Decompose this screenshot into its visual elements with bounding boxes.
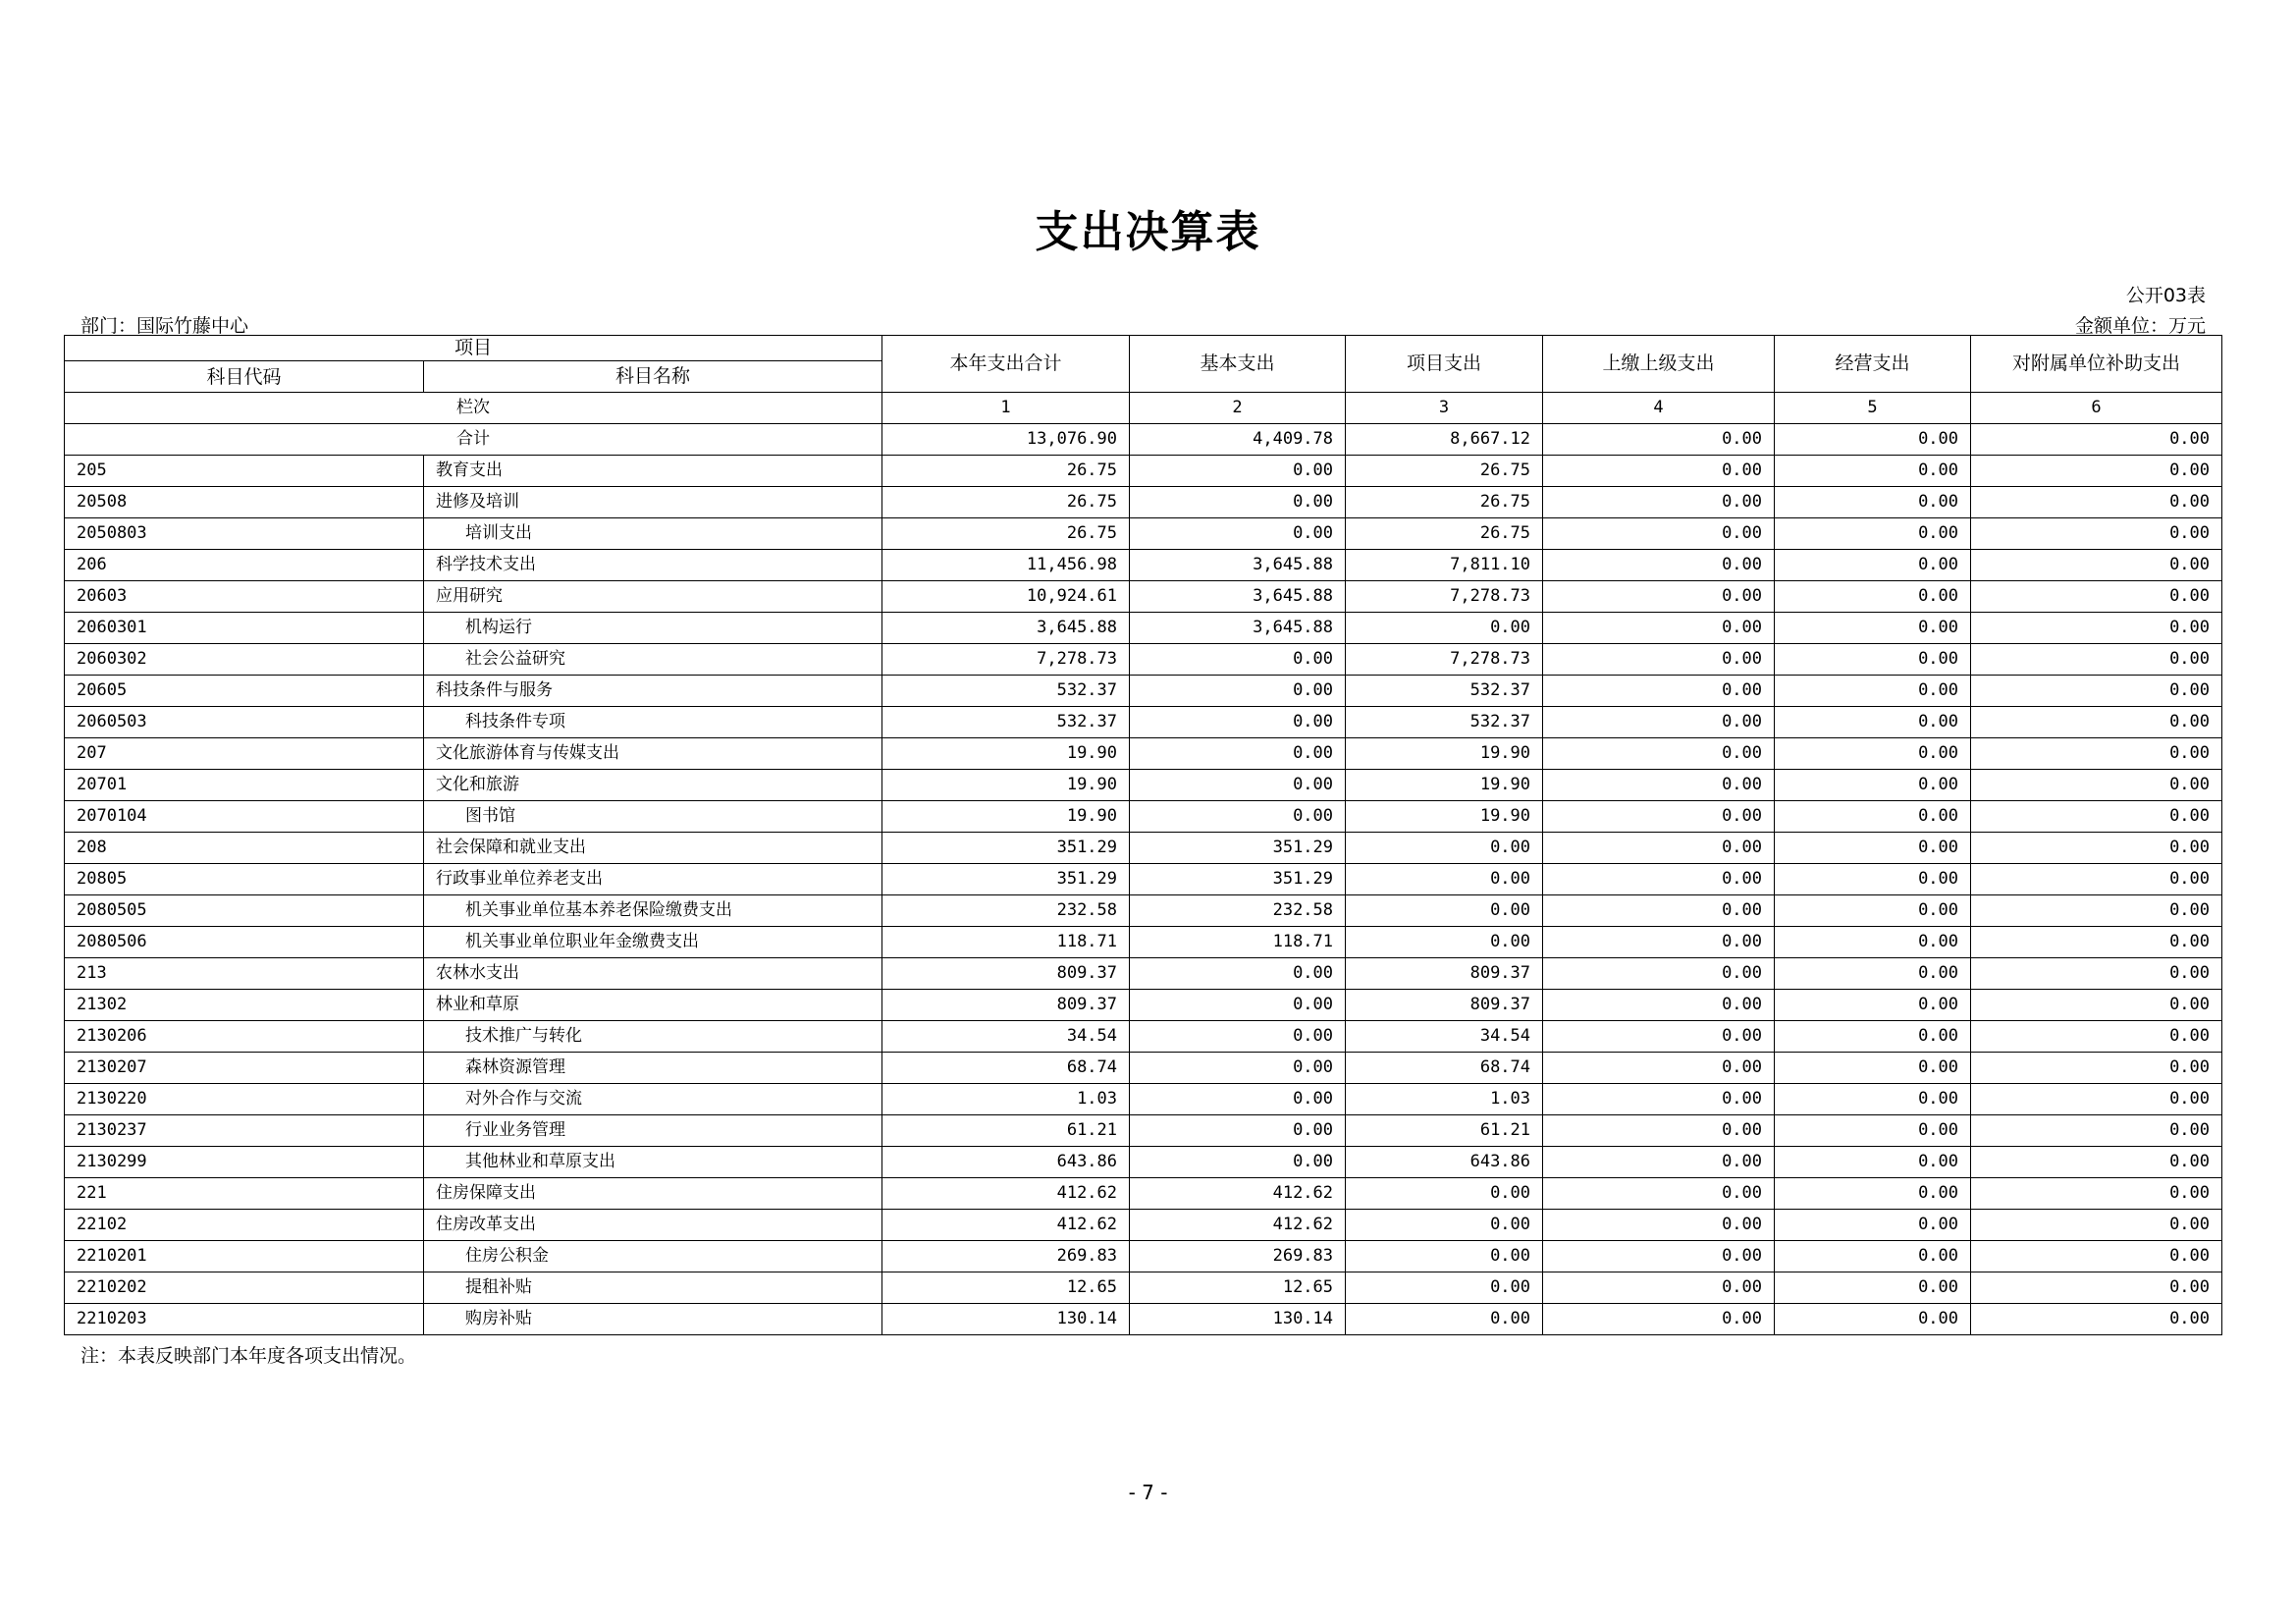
subject-code: 2130299 [65, 1147, 424, 1178]
header-item: 项目 [65, 336, 882, 361]
amount-cell: 0.00 [1543, 1272, 1775, 1304]
amount-cell: 118.71 [1130, 927, 1346, 958]
header-row-1 [65, 336, 2222, 361]
table-row [65, 1210, 2222, 1241]
subject-name: 对外合作与交流 [424, 1084, 882, 1115]
amount-cell: 0.00 [1971, 1053, 2222, 1084]
footnote: 注：本表反映部门本年度各项支出情况。 [80, 1345, 417, 1367]
amount-cell: 0.00 [1346, 1304, 1543, 1335]
table-row [65, 644, 2222, 676]
amount-cell: 0.00 [1130, 1147, 1346, 1178]
subject-name: 科技条件专项 [424, 707, 882, 738]
amount-cell: 412.62 [882, 1178, 1130, 1210]
amount-cell: 0.00 [1130, 676, 1346, 707]
amount-cell: 3,645.88 [1130, 550, 1346, 581]
amount-cell: 130.14 [882, 1304, 1130, 1335]
total-value: 4,409.78 [1130, 424, 1346, 456]
amount-cell: 0.00 [1971, 895, 2222, 927]
amount-cell: 0.00 [1543, 833, 1775, 864]
subject-name: 进修及培训 [424, 487, 882, 518]
amount-cell: 351.29 [1130, 833, 1346, 864]
subject-name: 教育支出 [424, 456, 882, 487]
subject-code: 205 [65, 456, 424, 487]
amount-cell: 412.62 [1130, 1178, 1346, 1210]
amount-cell: 26.75 [1346, 456, 1543, 487]
amount-cell: 0.00 [1775, 1084, 1971, 1115]
subject-code: 207 [65, 738, 424, 770]
amount-cell: 532.37 [1346, 707, 1543, 738]
amount-cell: 0.00 [1775, 990, 1971, 1021]
amount-cell: 0.00 [1971, 550, 2222, 581]
amount-cell: 0.00 [1775, 707, 1971, 738]
subject-code: 2210201 [65, 1241, 424, 1272]
amount-cell: 0.00 [1971, 958, 2222, 990]
amount-cell: 0.00 [1971, 1147, 2222, 1178]
amount-cell: 0.00 [1971, 644, 2222, 676]
column-number-row [65, 393, 2222, 424]
amount-cell: 68.74 [882, 1053, 1130, 1084]
subject-name: 文化旅游体育与传媒支出 [424, 738, 882, 770]
amount-cell: 26.75 [1346, 487, 1543, 518]
amount-cell: 0.00 [1971, 1115, 2222, 1147]
table-row [65, 456, 2222, 487]
amount-cell: 0.00 [1346, 833, 1543, 864]
subject-name: 图书馆 [424, 801, 882, 833]
amount-cell: 0.00 [1971, 676, 2222, 707]
amount-cell: 11,456.98 [882, 550, 1130, 581]
amount-cell: 0.00 [1775, 738, 1971, 770]
amount-cell: 0.00 [1775, 801, 1971, 833]
amount-cell: 0.00 [1971, 581, 2222, 613]
amount-cell: 0.00 [1130, 801, 1346, 833]
amount-cell: 0.00 [1543, 707, 1775, 738]
amount-cell: 0.00 [1775, 1021, 1971, 1053]
amount-cell: 0.00 [1775, 613, 1971, 644]
subject-name: 其他林业和草原支出 [424, 1147, 882, 1178]
amount-cell: 0.00 [1775, 1115, 1971, 1147]
amount-cell: 19.90 [882, 770, 1130, 801]
subject-name: 应用研究 [424, 581, 882, 613]
amount-cell: 0.00 [1130, 738, 1346, 770]
subject-code: 2210202 [65, 1272, 424, 1304]
subject-name: 社会公益研究 [424, 644, 882, 676]
amount-cell: 0.00 [1971, 1084, 2222, 1115]
table-row [65, 613, 2222, 644]
header-col-3: 项目支出 [1346, 336, 1543, 393]
table-row [65, 1272, 2222, 1304]
amount-cell: 0.00 [1543, 487, 1775, 518]
amount-cell: 0.00 [1971, 927, 2222, 958]
subject-name: 文化和旅游 [424, 770, 882, 801]
amount-cell: 7,811.10 [1346, 550, 1543, 581]
amount-cell: 0.00 [1130, 707, 1346, 738]
subject-code: 2070104 [65, 801, 424, 833]
amount-cell: 0.00 [1543, 1304, 1775, 1335]
subject-code: 2060302 [65, 644, 424, 676]
amount-cell: 0.00 [1543, 676, 1775, 707]
amount-cell: 0.00 [1130, 1053, 1346, 1084]
header-col-6: 对附属单位补助支出 [1971, 336, 2222, 393]
amount-cell: 532.37 [882, 707, 1130, 738]
amount-cell: 0.00 [1971, 864, 2222, 895]
amount-cell: 0.00 [1775, 550, 1971, 581]
amount-cell: 3,645.88 [1130, 581, 1346, 613]
amount-cell: 0.00 [1543, 801, 1775, 833]
subject-name: 购房补贴 [424, 1304, 882, 1335]
header-name: 科目名称 [424, 361, 882, 393]
amount-cell: 0.00 [1543, 738, 1775, 770]
amount-cell: 0.00 [1130, 770, 1346, 801]
amount-cell: 0.00 [1971, 1178, 2222, 1210]
table-row [65, 864, 2222, 895]
subject-code: 2060503 [65, 707, 424, 738]
table-row [65, 958, 2222, 990]
amount-cell: 0.00 [1971, 738, 2222, 770]
amount-cell: 0.00 [1775, 895, 1971, 927]
amount-cell: 0.00 [1543, 1021, 1775, 1053]
column-number: 1 [882, 393, 1130, 424]
amount-cell: 0.00 [1971, 707, 2222, 738]
subject-code: 21302 [65, 990, 424, 1021]
amount-cell: 351.29 [1130, 864, 1346, 895]
total-value: 13,076.90 [882, 424, 1130, 456]
amount-cell: 0.00 [1130, 990, 1346, 1021]
subject-code: 2130220 [65, 1084, 424, 1115]
table-row [65, 801, 2222, 833]
amount-cell: 7,278.73 [882, 644, 1130, 676]
amount-cell: 0.00 [1543, 518, 1775, 550]
header-col-5: 经营支出 [1775, 336, 1971, 393]
subject-name: 技术推广与转化 [424, 1021, 882, 1053]
amount-cell: 809.37 [1346, 958, 1543, 990]
amount-cell: 0.00 [1775, 770, 1971, 801]
column-number: 6 [1971, 393, 2222, 424]
amount-cell: 26.75 [882, 518, 1130, 550]
amount-cell: 7,278.73 [1346, 581, 1543, 613]
column-number: 4 [1543, 393, 1775, 424]
amount-cell: 34.54 [1346, 1021, 1543, 1053]
amount-cell: 532.37 [882, 676, 1130, 707]
form-number: 公开03表 [2125, 285, 2206, 306]
amount-cell: 0.00 [1775, 581, 1971, 613]
amount-cell: 0.00 [1543, 770, 1775, 801]
amount-cell: 0.00 [1346, 1241, 1543, 1272]
table-row [65, 1178, 2222, 1210]
total-value: 0.00 [1971, 424, 2222, 456]
table-row [65, 738, 2222, 770]
header-code: 科目代码 [65, 361, 424, 393]
table-row [65, 550, 2222, 581]
amount-cell: 0.00 [1775, 1304, 1971, 1335]
subject-code: 221 [65, 1178, 424, 1210]
amount-cell: 0.00 [1130, 644, 1346, 676]
amount-cell: 3,645.88 [1130, 613, 1346, 644]
total-value: 8,667.12 [1346, 424, 1543, 456]
amount-cell: 532.37 [1346, 676, 1543, 707]
amount-unit: 金额单位：万元 [2074, 315, 2206, 337]
total-value: 0.00 [1543, 424, 1775, 456]
subject-name: 森林资源管理 [424, 1053, 882, 1084]
amount-cell: 118.71 [882, 927, 1130, 958]
amount-cell: 12.65 [1130, 1272, 1346, 1304]
amount-cell: 12.65 [882, 1272, 1130, 1304]
amount-cell: 232.58 [882, 895, 1130, 927]
amount-cell: 412.62 [1130, 1210, 1346, 1241]
amount-cell: 0.00 [1543, 1178, 1775, 1210]
table-row [65, 707, 2222, 738]
amount-cell: 0.00 [1346, 927, 1543, 958]
amount-cell: 0.00 [1543, 1210, 1775, 1241]
subject-code: 20701 [65, 770, 424, 801]
table-row [65, 990, 2222, 1021]
subject-code: 2130206 [65, 1021, 424, 1053]
amount-cell: 61.21 [1346, 1115, 1543, 1147]
subject-code: 206 [65, 550, 424, 581]
amount-cell: 0.00 [1971, 833, 2222, 864]
amount-cell: 0.00 [1130, 487, 1346, 518]
amount-cell: 0.00 [1543, 1084, 1775, 1115]
amount-cell: 0.00 [1543, 1115, 1775, 1147]
amount-cell: 0.00 [1543, 1241, 1775, 1272]
page-title: 支出决算表 [1035, 207, 1261, 257]
subject-name: 机构运行 [424, 613, 882, 644]
subject-code: 22102 [65, 1210, 424, 1241]
subject-name: 住房保障支出 [424, 1178, 882, 1210]
amount-cell: 0.00 [1346, 895, 1543, 927]
amount-cell: 0.00 [1775, 927, 1971, 958]
subject-name: 提租补贴 [424, 1272, 882, 1304]
amount-cell: 0.00 [1543, 895, 1775, 927]
amount-cell: 0.00 [1775, 487, 1971, 518]
table-row [65, 1147, 2222, 1178]
department-label: 部门：国际竹藤中心 [80, 315, 249, 337]
column-number: 5 [1775, 393, 1971, 424]
amount-cell: 0.00 [1130, 456, 1346, 487]
amount-cell: 0.00 [1775, 518, 1971, 550]
page-number: - 7 - [1128, 1481, 1168, 1504]
amount-cell: 0.00 [1775, 456, 1971, 487]
subject-code: 208 [65, 833, 424, 864]
amount-cell: 412.62 [882, 1210, 1130, 1241]
amount-cell: 643.86 [882, 1147, 1130, 1178]
amount-cell: 0.00 [1775, 1272, 1971, 1304]
subject-name: 住房改革支出 [424, 1210, 882, 1241]
amount-cell: 0.00 [1971, 1241, 2222, 1272]
amount-cell: 19.90 [1346, 801, 1543, 833]
subject-name: 科学技术支出 [424, 550, 882, 581]
subject-name: 农林水支出 [424, 958, 882, 990]
amount-cell: 0.00 [1543, 1147, 1775, 1178]
subject-name: 机关事业单位基本养老保险缴费支出 [424, 895, 882, 927]
table-row [65, 1241, 2222, 1272]
subject-code: 20605 [65, 676, 424, 707]
subject-name: 行业业务管理 [424, 1115, 882, 1147]
subject-name: 林业和草原 [424, 990, 882, 1021]
amount-cell: 0.00 [1346, 864, 1543, 895]
amount-cell: 0.00 [1971, 770, 2222, 801]
subject-name: 培训支出 [424, 518, 882, 550]
amount-cell: 0.00 [1130, 958, 1346, 990]
total-value: 0.00 [1775, 424, 1971, 456]
amount-cell: 0.00 [1775, 833, 1971, 864]
amount-cell: 19.90 [882, 738, 1130, 770]
subject-code: 213 [65, 958, 424, 990]
subject-name: 社会保障和就业支出 [424, 833, 882, 864]
amount-cell: 19.90 [1346, 770, 1543, 801]
amount-cell: 0.00 [1775, 644, 1971, 676]
amount-cell: 0.00 [1775, 1178, 1971, 1210]
amount-cell: 0.00 [1775, 1147, 1971, 1178]
subject-name: 科技条件与服务 [424, 676, 882, 707]
amount-cell: 0.00 [1775, 1210, 1971, 1241]
amount-cell: 351.29 [882, 864, 1130, 895]
subject-code: 2060301 [65, 613, 424, 644]
subject-code: 2130207 [65, 1053, 424, 1084]
subject-name: 机关事业单位职业年金缴费支出 [424, 927, 882, 958]
amount-cell: 0.00 [1543, 927, 1775, 958]
subject-code: 20508 [65, 487, 424, 518]
subject-code: 2130237 [65, 1115, 424, 1147]
subject-code: 2050803 [65, 518, 424, 550]
amount-cell: 0.00 [1775, 676, 1971, 707]
amount-cell: 26.75 [882, 456, 1130, 487]
header-col-2: 基本支出 [1130, 336, 1346, 393]
amount-cell: 809.37 [1346, 990, 1543, 1021]
amount-cell: 0.00 [1971, 613, 2222, 644]
total-row [65, 424, 2222, 456]
amount-cell: 0.00 [1130, 1115, 1346, 1147]
table-row [65, 487, 2222, 518]
subject-code: 2080505 [65, 895, 424, 927]
table-row [65, 581, 2222, 613]
amount-cell: 130.14 [1130, 1304, 1346, 1335]
table-row [65, 1115, 2222, 1147]
table-row [65, 895, 2222, 927]
column-number: 2 [1130, 393, 1346, 424]
amount-cell: 0.00 [1346, 1178, 1543, 1210]
table-row [65, 1053, 2222, 1084]
amount-cell: 0.00 [1543, 990, 1775, 1021]
amount-cell: 26.75 [882, 487, 1130, 518]
amount-cell: 34.54 [882, 1021, 1130, 1053]
amount-cell: 0.00 [1543, 550, 1775, 581]
amount-cell: 68.74 [1346, 1053, 1543, 1084]
amount-cell: 26.75 [1346, 518, 1543, 550]
table-body [65, 336, 2222, 1335]
subject-code: 2080506 [65, 927, 424, 958]
amount-cell: 61.21 [882, 1115, 1130, 1147]
amount-cell: 0.00 [1543, 581, 1775, 613]
amount-cell: 0.00 [1130, 1021, 1346, 1053]
amount-cell: 0.00 [1775, 864, 1971, 895]
amount-cell: 0.00 [1346, 613, 1543, 644]
amount-cell: 0.00 [1543, 958, 1775, 990]
amount-cell: 269.83 [1130, 1241, 1346, 1272]
header-col-1: 本年支出合计 [882, 336, 1130, 393]
expenditure-table [64, 335, 2222, 1335]
amount-cell: 0.00 [1775, 958, 1971, 990]
amount-cell: 1.03 [882, 1084, 1130, 1115]
amount-cell: 0.00 [1971, 1210, 2222, 1241]
amount-cell: 10,924.61 [882, 581, 1130, 613]
amount-cell: 643.86 [1346, 1147, 1543, 1178]
subject-code: 20805 [65, 864, 424, 895]
amount-cell: 0.00 [1971, 990, 2222, 1021]
amount-cell: 0.00 [1130, 518, 1346, 550]
header-col-4: 上缴上级支出 [1543, 336, 1775, 393]
amount-cell: 0.00 [1971, 456, 2222, 487]
amount-cell: 0.00 [1543, 864, 1775, 895]
amount-cell: 269.83 [882, 1241, 1130, 1272]
amount-cell: 19.90 [882, 801, 1130, 833]
subject-code: 2210203 [65, 1304, 424, 1335]
subject-name: 住房公积金 [424, 1241, 882, 1272]
amount-cell: 0.00 [1543, 1053, 1775, 1084]
amount-cell: 3,645.88 [882, 613, 1130, 644]
table-row [65, 927, 2222, 958]
subject-name: 行政事业单位养老支出 [424, 864, 882, 895]
amount-cell: 232.58 [1130, 895, 1346, 927]
column-number: 3 [1346, 393, 1543, 424]
amount-cell: 0.00 [1346, 1210, 1543, 1241]
table-row [65, 770, 2222, 801]
amount-cell: 0.00 [1130, 1084, 1346, 1115]
table-row [65, 833, 2222, 864]
amount-cell: 0.00 [1971, 1021, 2222, 1053]
amount-cell: 0.00 [1543, 456, 1775, 487]
amount-cell: 809.37 [882, 990, 1130, 1021]
amount-cell: 0.00 [1971, 1272, 2222, 1304]
amount-cell: 351.29 [882, 833, 1130, 864]
column-number-label: 栏次 [65, 393, 882, 424]
table-row [65, 1084, 2222, 1115]
amount-cell: 0.00 [1346, 1272, 1543, 1304]
amount-cell: 0.00 [1543, 644, 1775, 676]
amount-cell: 0.00 [1971, 518, 2222, 550]
amount-cell: 0.00 [1971, 487, 2222, 518]
table-row [65, 518, 2222, 550]
amount-cell: 19.90 [1346, 738, 1543, 770]
table-row [65, 1304, 2222, 1335]
amount-cell: 0.00 [1775, 1241, 1971, 1272]
table-row [65, 676, 2222, 707]
total-label: 合计 [65, 424, 882, 456]
table-row [65, 1021, 2222, 1053]
amount-cell: 809.37 [882, 958, 1130, 990]
amount-cell: 0.00 [1971, 1304, 2222, 1335]
amount-cell: 1.03 [1346, 1084, 1543, 1115]
amount-cell: 0.00 [1971, 801, 2222, 833]
amount-cell: 7,278.73 [1346, 644, 1543, 676]
amount-cell: 0.00 [1775, 1053, 1971, 1084]
subject-code: 20603 [65, 581, 424, 613]
amount-cell: 0.00 [1543, 613, 1775, 644]
